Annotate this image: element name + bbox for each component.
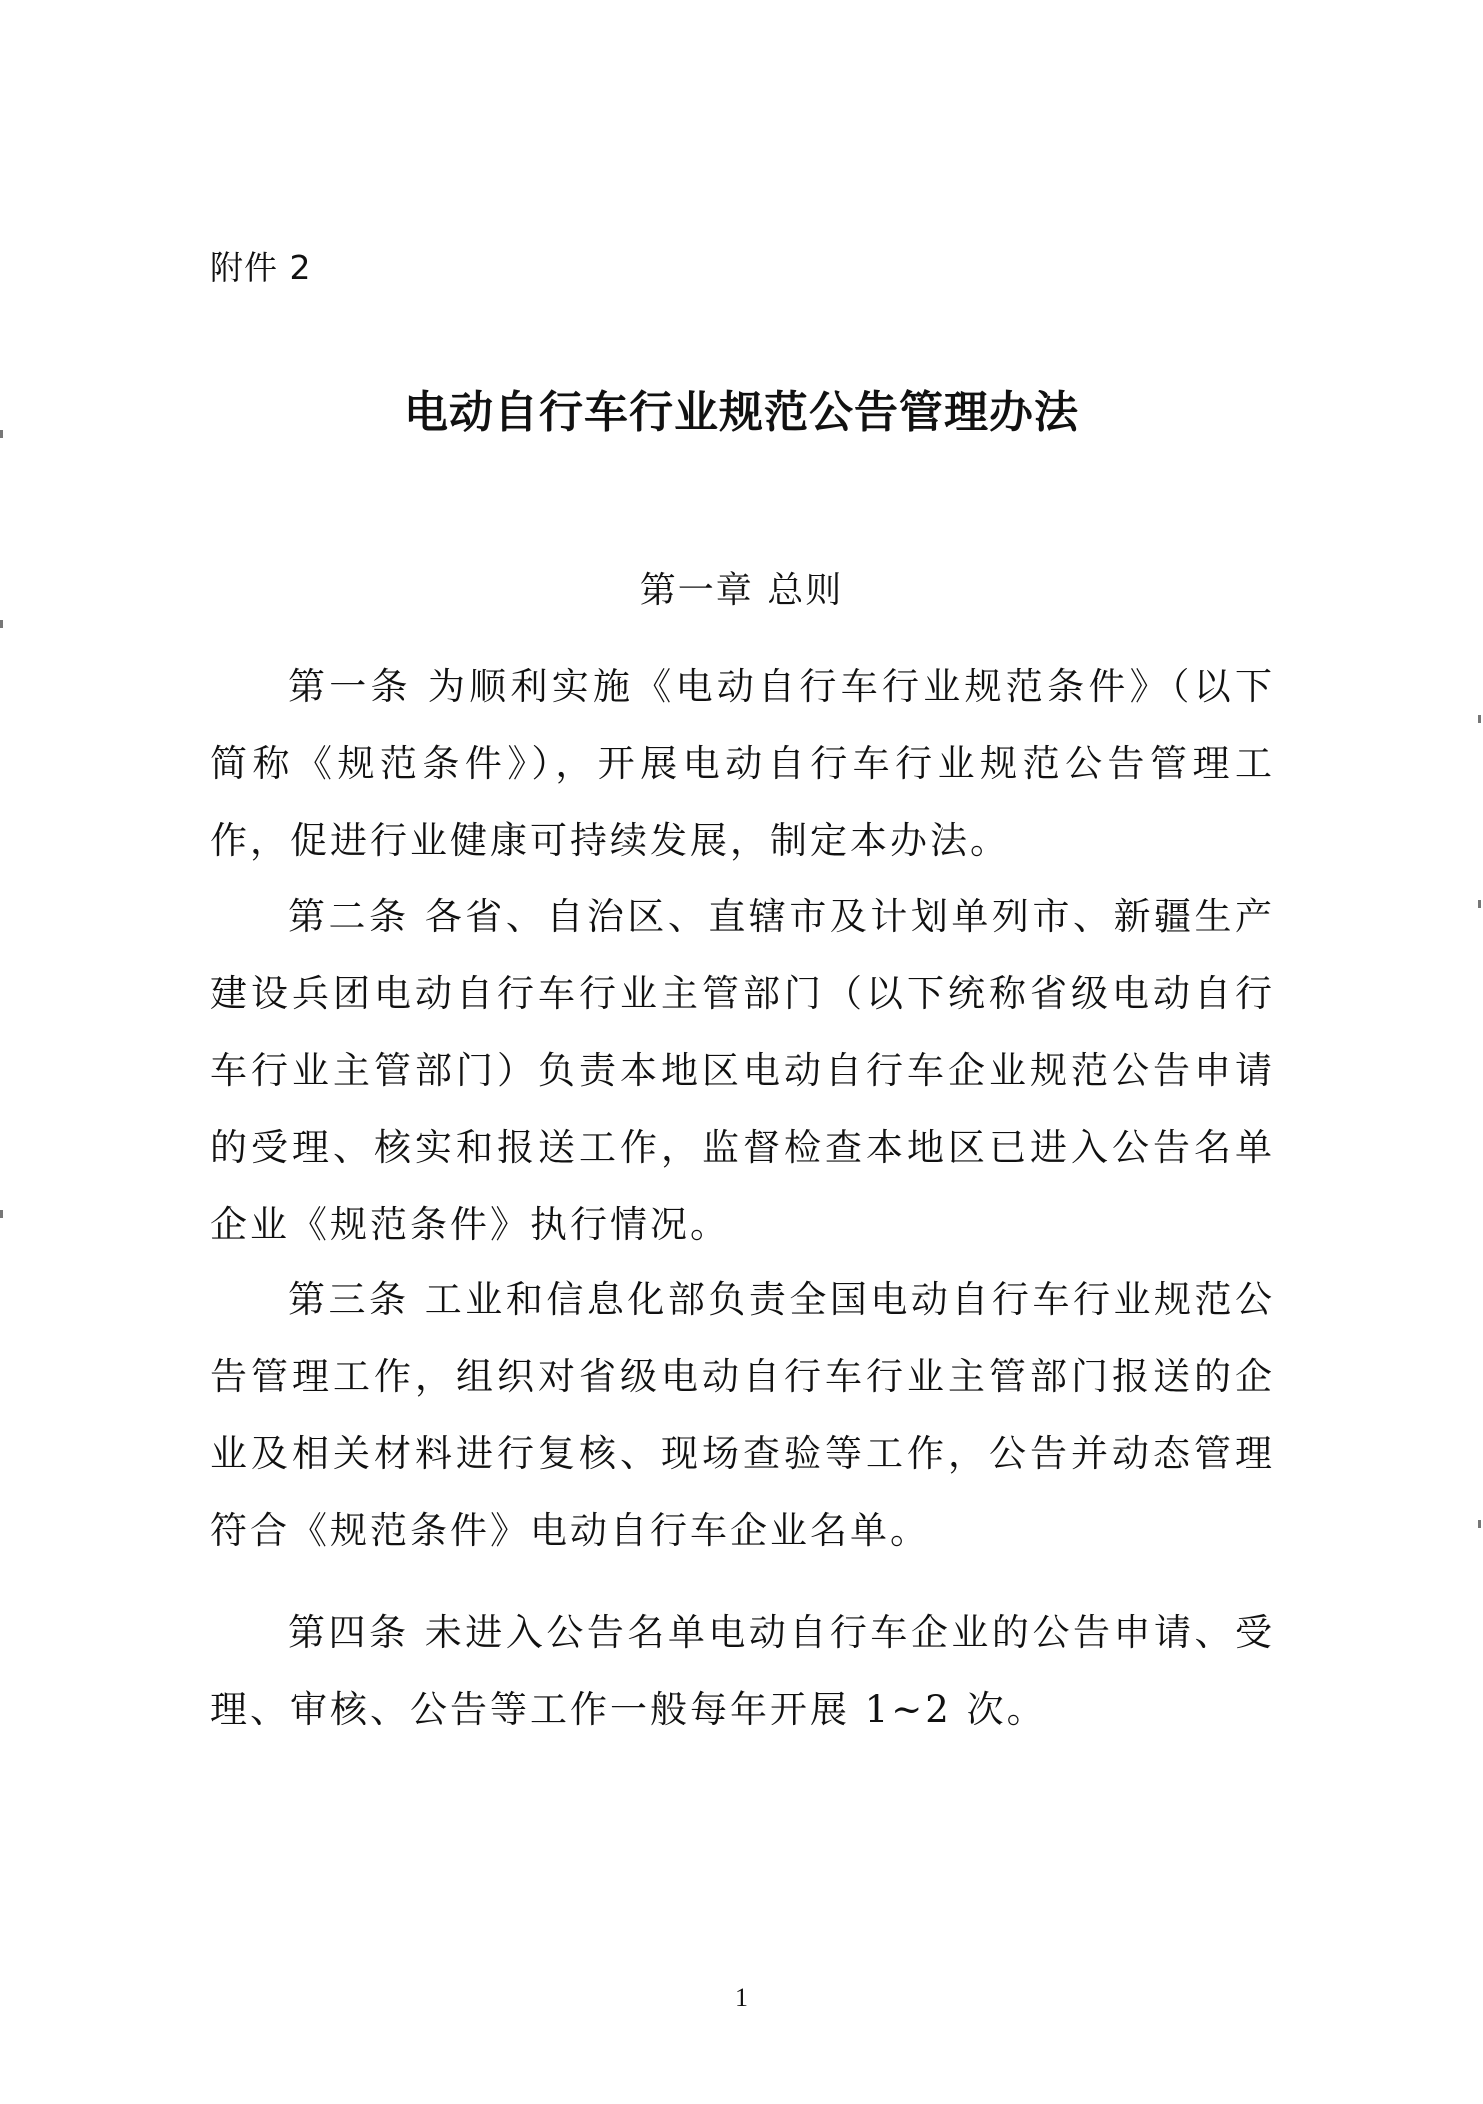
scan-mark xyxy=(1478,900,1481,908)
scan-mark xyxy=(1478,1520,1481,1528)
article-1: 第一条 为顺利实施《电动自行车行业规范条件》（以下简称《规范条件》），开展电动自行车行业规范公告管理工作，促进行业健康可持续发展，制定本办法。 xyxy=(210,665,1275,862)
chapter-heading: 第一章 总则 xyxy=(639,570,844,611)
page-number: 1 xyxy=(735,1983,748,2012)
scan-mark xyxy=(0,430,3,438)
article-2: 第二条 各省、自治区、直辖市及计划单列市、新疆生产建设兵团电动自行车行业主管部门（以下统称省级电动自行车行业主管部门）负责本地区电动自行车企业规范公告申请的受理、核实和报送工作，监督检查本地区已进入公告名单企业《规范条件》执行情况。 xyxy=(210,895,1275,1246)
scan-mark xyxy=(0,1210,3,1218)
document-title: 电动自行车行业规范公告管理办法 xyxy=(404,387,1079,438)
article-4: 第四条 未进入公告名单电动自行车企业的公告申请、受理、审核、公告等工作一般每年开展 1~2 次。 xyxy=(210,1611,1275,1731)
scan-mark xyxy=(1478,715,1481,723)
attachment-label: 附件 2 xyxy=(210,248,312,287)
scan-mark xyxy=(0,620,3,628)
article-3: 第三条 工业和信息化部负责全国电动自行车行业规范公告管理工作，组织对省级电动自行车行业主管部门报送的企业及相关材料进行复核、现场查验等工作，公告并动态管理符合《规范条件》电动自行车企业名单。 xyxy=(210,1278,1275,1552)
